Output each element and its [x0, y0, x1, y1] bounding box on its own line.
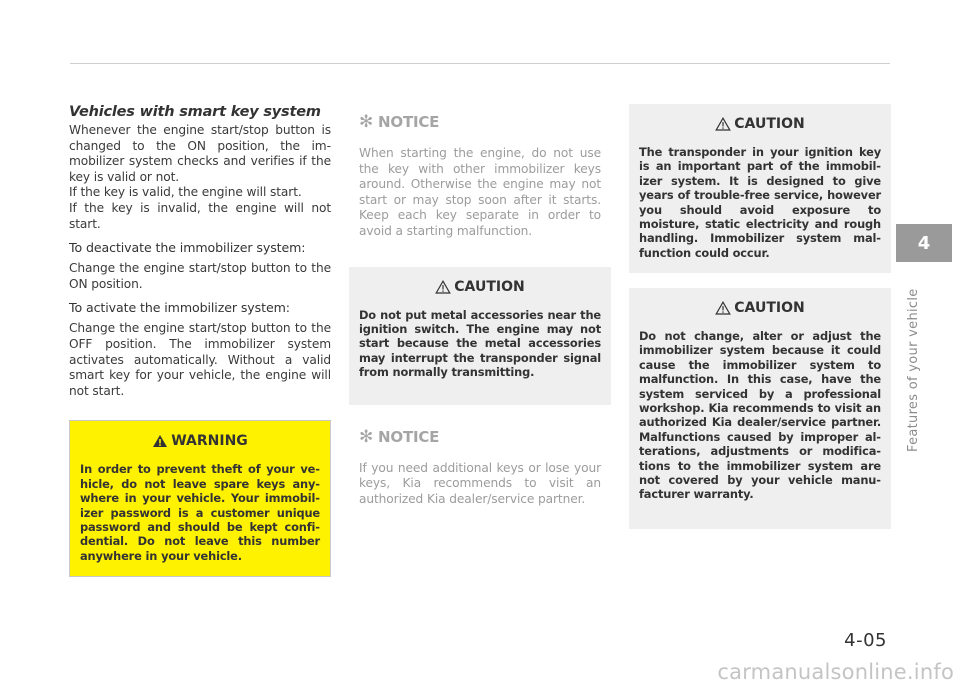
- warning-label: WARNING: [171, 433, 248, 450]
- caution-text: Do not put metal accessories near the ignition switch. The engine may not start because the metal accessories may interrupt the transponder signal from normally transmitting.: [359, 307, 601, 380]
- caution-title: [639, 116, 881, 132]
- caution-text: The transponder in your ignition key is an important part of the immobilizer system. It is designed to give years of trouble-free service, however you should avoid exposure to moisture, static electricity and rough handling. Immobilizer system malfunction could occur.: [639, 145, 881, 260]
- chapter-label: Features of your vehicle: [906, 288, 921, 452]
- caution-triangle-icon: [435, 280, 451, 294]
- middle-column: [349, 104, 611, 507]
- notice-heading: [359, 427, 611, 447]
- notice-text: When starting the engine, do not use the key with other immobilizer keys around. Otherwise the engine may not start or may stop soon after it starts. Keep each key separate in order to avoid a starting malfunction.: [359, 146, 601, 238]
- intro-paragraph: Whenever the engine start/stop button is changed to the ON position, the immobilizer system checks and verifies if the key is valid or not.: [69, 123, 331, 184]
- warning-text: In order to prevent theft of your vehicle, do not leave spare keys anywhere in your vehicle. Your immobilizer password is a customer unique password and should be kept confidential. Do not leave this number anywhere in your vehicle.: [80, 462, 320, 563]
- deactivate-heading: To deactivate the immobilizer system:: [69, 240, 306, 256]
- caution-box: [349, 267, 611, 405]
- watermark: carmanualsonline.info: [717, 660, 954, 684]
- notice-text: If you need additional keys or lose your keys, Kia recommends to visit an authorized Kia dealer/service partner.: [359, 460, 601, 506]
- notice-star-icon: ✻: [359, 426, 374, 447]
- right-column: [629, 104, 891, 529]
- chapter-tab: 4: [896, 224, 952, 262]
- caution-title: [639, 300, 881, 316]
- warning-box: [69, 420, 331, 577]
- page-number: 4-05: [844, 630, 887, 651]
- caution-triangle-icon: [715, 301, 731, 315]
- activate-text: Change the engine start/stop button to the OFF position. The immobilizer system activates automatically. Without a valid smart key for your vehicle, the engine will not start.: [69, 321, 331, 398]
- valid-key-text: If the key is valid, the engine will start.: [69, 185, 302, 200]
- activate-heading: To activate the immobilizer system:: [69, 300, 290, 316]
- caution-triangle-icon: [715, 117, 731, 131]
- invalid-key-text: If the key is invalid, the engine will not start.: [69, 200, 331, 231]
- caution-label: CAUTION: [734, 300, 805, 316]
- left-column: [69, 104, 331, 577]
- caution-box: [629, 288, 891, 529]
- caution-text: Do not change, alter or adjust the immobilizer system because it could cause the immobilizer system to malfunction. In this case, have the system serviced by a professional workshop. Kia recommends to visit an authorized Kia dealer/service partner. Malfunctions caused by improper alterations, adjustments or modifications to the immobilizer system are not covered by your vehicle manufacturer warranty.: [639, 329, 881, 502]
- caution-title: [359, 279, 601, 295]
- warning-triangle-icon: [152, 434, 168, 448]
- deactivate-text: Change the engine start/stop button to the ON position.: [69, 261, 331, 291]
- section-title: Vehicles with smart key system: [69, 104, 321, 120]
- caution-box: [629, 104, 891, 273]
- notice-label: NOTICE: [378, 113, 440, 131]
- warning-title: [80, 433, 320, 449]
- notice-label: NOTICE: [378, 427, 440, 446]
- caution-label: CAUTION: [454, 278, 525, 295]
- notice-star-icon: ✻: [359, 112, 374, 132]
- caution-label: CAUTION: [734, 116, 805, 132]
- top-divider: [70, 63, 890, 64]
- notice-heading: [359, 112, 611, 132]
